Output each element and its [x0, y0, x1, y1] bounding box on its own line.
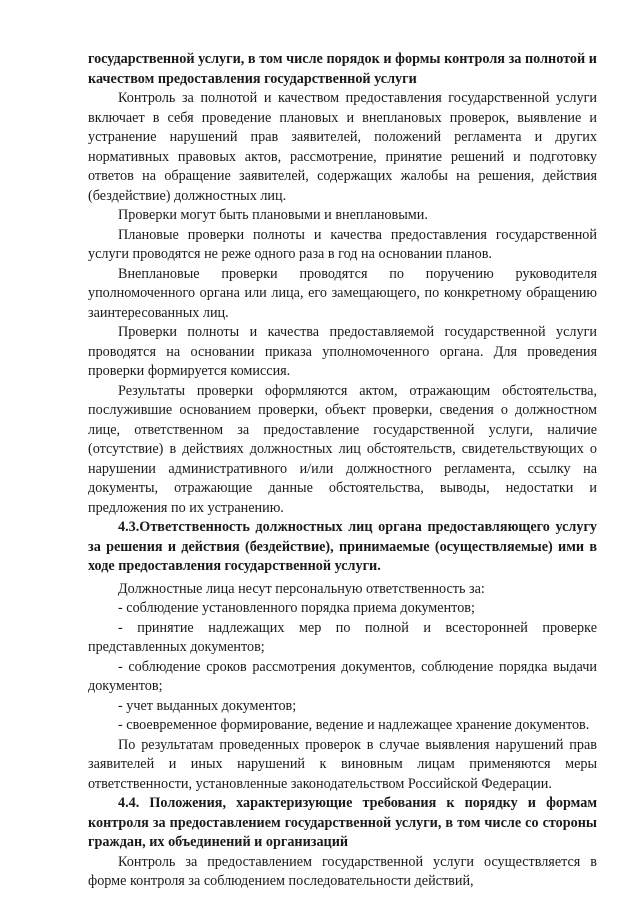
paragraph-inspection-types: Проверки могут быть плановыми и внеплановыми. [118, 207, 428, 223]
paragraph-control-form: Контроль за предоставлением государственной услуги осуществляется в форме контроля за соблюдением последовательности действий, [88, 853, 597, 889]
paragraph-inspection-results: Результаты проверки оформляются актом, отражающим обстоятельства, послужившие основанием проверки, объект проверки, сведения о должностном лице, ответственном за предоставление государственной услуги, наличие (отсутствие) в действиях должностных лиц обстоятельств, свидетельствующих о нарушении административного и/или должностного регламента, ссылку на документы, отражающие данные обстоятельства, выводы, недостатки и предложения по их устранению. [88, 382, 597, 516]
paragraph-inspection-order: Проверки полноты и качества предоставляемой государственной услуги проводятся на основании приказа уполномоченного органа. Для проведения проверки формируется комиссия. [88, 324, 597, 379]
list-item: - принятие надлежащих мер по полной и всесторонней проверке представленных документов; [88, 619, 597, 655]
paragraph-control-overview: Контроль за полнотой и качеством предоставления государственной услуги включает в себя проведение плановых и внеплановых проверок, выявление и устранение нарушений прав заявителей, положений регламента и других нормативных правовых актов, рассмотрение, принятие решений и подготовку ответов на обращение заявителей, содержащих жалобы на решения, действия (бездействие) должностных лиц. [88, 90, 597, 204]
paragraph-violation-measures: По результатам проведенных проверок в случае выявления нарушений прав заявителей и иных нарушений к виновным лицам применяются меры ответственности, установленные законодательством Российской Федерации. [88, 736, 597, 792]
list-item: - соблюдение сроков рассмотрения документов, соблюдение порядка выдачи документов; [88, 658, 597, 694]
list-item: - соблюдение установленного порядка приема документов; [118, 600, 475, 616]
paragraph-planned-inspections: Плановые проверки полноты и качества предоставления государственной услуги проводятся не реже одного раза в год на основании планов. [88, 226, 597, 262]
section-heading-continuation: государственной услуги, в том числе порядок и формы контроля за полнотой и качеством предоставления государственной услуги [88, 51, 597, 87]
document-page [88, 50, 597, 892]
paragraph-unplanned-inspections: Внеплановые проверки проводятся по поручению руководителя уполномоченного органа или лица, его замещающего, по конкретному обращению заинтересованных лиц. [88, 265, 597, 321]
paragraph-responsibility-intro: Должностные лица несут персональную ответственность за: [118, 580, 485, 597]
section-heading-4-4: 4.4. Положения, характеризующие требования к порядку и формам контроля за предоставлением государственной услуги, в том числе со стороны граждан, их объединений и организаций [88, 795, 597, 850]
section-heading-4-3: 4.3.Ответственность должностных лиц органа предоставляющего услугу за решения и действия (бездействие), принимаемые (осуществляемые) ими в ходе предоставления государственной услуги. [88, 519, 597, 574]
list-item: - учет выданных документов; [118, 697, 297, 714]
list-item: - своевременное формирование, ведение и надлежащее хранение документов. [118, 717, 590, 733]
